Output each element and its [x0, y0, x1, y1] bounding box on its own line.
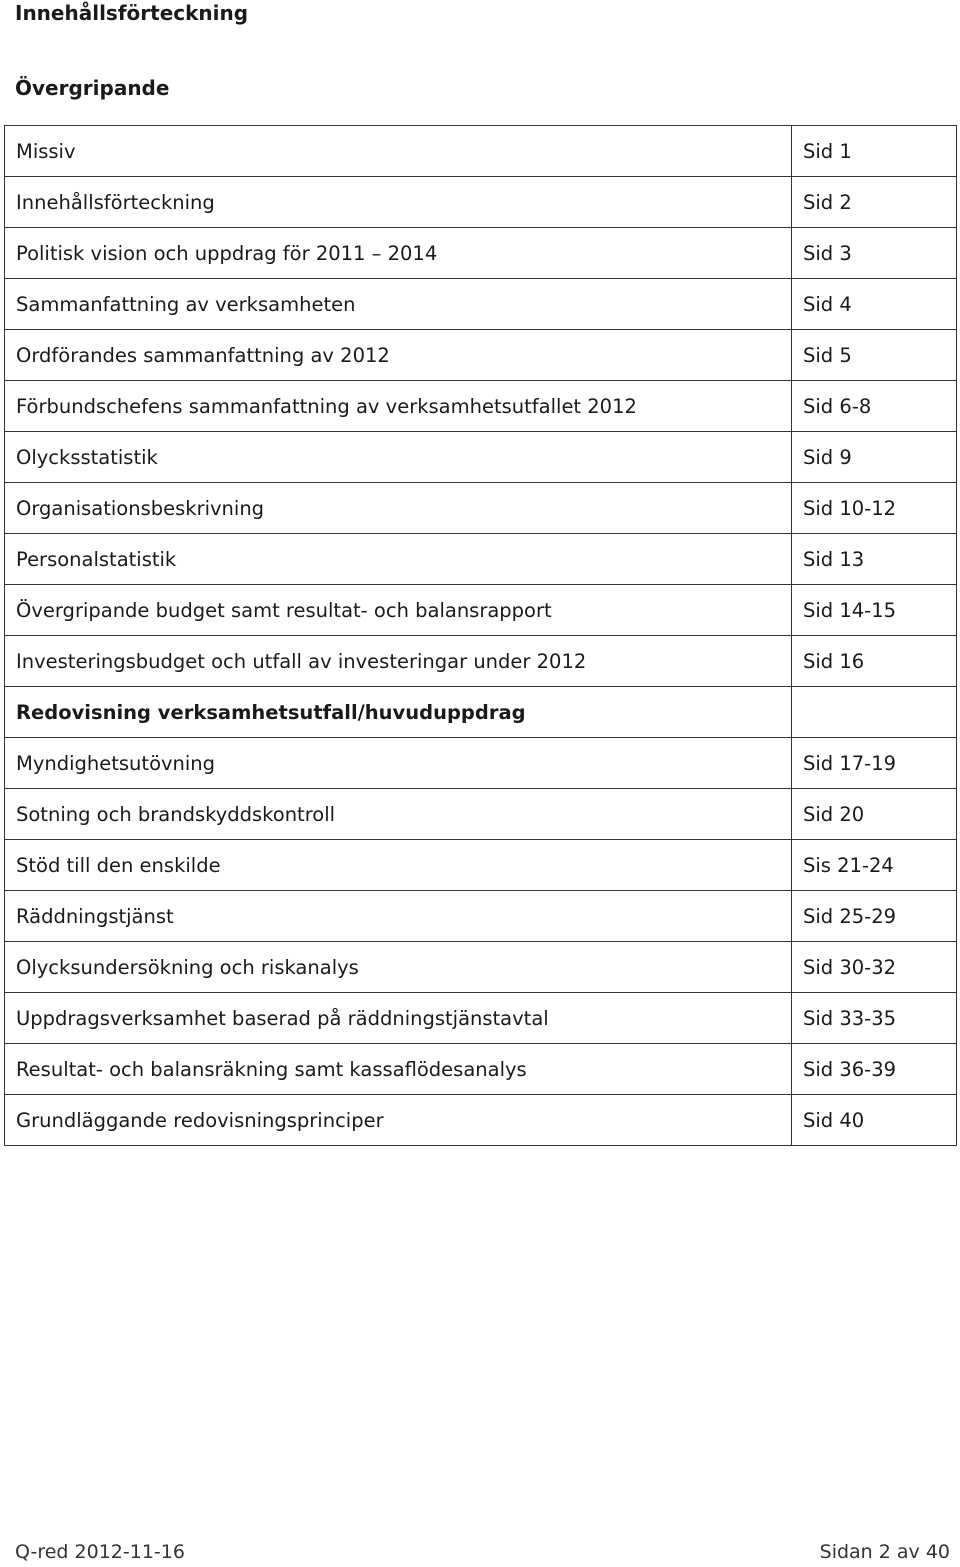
toc-entry-page: Sid 4: [792, 279, 957, 330]
toc-entry-page: Sid 16: [792, 636, 957, 687]
toc-entry-page: Sid 6-8: [792, 381, 957, 432]
toc-entry-page: Sid 36-39: [792, 1044, 957, 1095]
toc-entry-title: Olycksstatistik: [5, 432, 792, 483]
footer-page-number: Sidan 2 av 40: [819, 1541, 950, 1563]
toc-row: [5, 585, 957, 636]
toc-row: [5, 228, 957, 279]
toc-entry-page: Sid 30-32: [792, 942, 957, 993]
toc-entry-page: Sid 40: [792, 1095, 957, 1146]
toc-row: [5, 126, 957, 177]
toc-entry-title: Innehållsförteckning: [5, 177, 792, 228]
toc-entry-page: Sid 9: [792, 432, 957, 483]
toc-row: [5, 177, 957, 228]
section-title: Övergripande: [15, 76, 170, 100]
toc-entry-title: Stöd till den enskilde: [5, 840, 792, 891]
toc-entry-title: Räddningstjänst: [5, 891, 792, 942]
toc-entry-title: Uppdragsverksamhet baserad på räddningstjänstavtal: [5, 993, 792, 1044]
toc-row: [5, 330, 957, 381]
toc-entry-title: Resultat- och balansräkning samt kassaflödesanalys: [5, 1044, 792, 1095]
toc-entry-title: Organisationsbeskrivning: [5, 483, 792, 534]
toc-entry-title: Sotning och brandskyddskontroll: [5, 789, 792, 840]
toc-entry-page: Sid 17-19: [792, 738, 957, 789]
toc-entry-page: [792, 687, 957, 738]
toc-row: [5, 738, 957, 789]
toc-entry-title: Ordförandes sammanfattning av 2012: [5, 330, 792, 381]
toc-row: [5, 636, 957, 687]
toc-row: [5, 789, 957, 840]
toc-group-title: Redovisning verksamhetsutfall/huvuduppdrag: [5, 687, 792, 738]
toc-entry-title: Olycksundersökning och riskanalys: [5, 942, 792, 993]
toc-row: [5, 483, 957, 534]
page-footer: [15, 1541, 950, 1567]
toc-row: [5, 279, 957, 330]
toc-entry-page: Sid 3: [792, 228, 957, 279]
toc-row: [5, 891, 957, 942]
toc-entry-page: Sid 2: [792, 177, 957, 228]
document-title: Innehållsförteckning: [15, 1, 249, 25]
toc-entry-title: Investeringsbudget och utfall av investeringar under 2012: [5, 636, 792, 687]
toc-row: [5, 840, 957, 891]
toc-entry-page: Sid 14-15: [792, 585, 957, 636]
toc-entry-title: Övergripande budget samt resultat- och balansrapport: [5, 585, 792, 636]
toc-entry-title: Myndighetsutövning: [5, 738, 792, 789]
toc-entry-title: Förbundschefens sammanfattning av verksamhetsutfallet 2012: [5, 381, 792, 432]
toc-row: [5, 993, 957, 1044]
toc-entry-page: Sid 13: [792, 534, 957, 585]
toc-entry-page: Sid 1: [792, 126, 957, 177]
toc-entry-title: Politisk vision och uppdrag för 2011 – 2014: [5, 228, 792, 279]
toc-entry-page: Sid 33-35: [792, 993, 957, 1044]
toc-group-row: [5, 687, 957, 738]
toc-row: [5, 1095, 957, 1146]
toc-row: [5, 1044, 957, 1095]
toc-entry-page: Sid 20: [792, 789, 957, 840]
toc-row: [5, 381, 957, 432]
toc-entry-title: Personalstatistik: [5, 534, 792, 585]
toc-entry-title: Sammanfattning av verksamheten: [5, 279, 792, 330]
toc-entry-page: Sid 5: [792, 330, 957, 381]
toc-row: [5, 534, 957, 585]
toc-entry-page: Sis 21-24: [792, 840, 957, 891]
toc-entry-page: Sid 10-12: [792, 483, 957, 534]
footer-reference: Q-red 2012-11-16: [15, 1541, 185, 1563]
toc-entry-page: Sid 25-29: [792, 891, 957, 942]
toc-row: [5, 942, 957, 993]
toc-entry-title: Missiv: [5, 126, 792, 177]
toc-entry-title: Grundläggande redovisningsprinciper: [5, 1095, 792, 1146]
toc-table: [4, 125, 957, 1146]
toc-row: [5, 432, 957, 483]
